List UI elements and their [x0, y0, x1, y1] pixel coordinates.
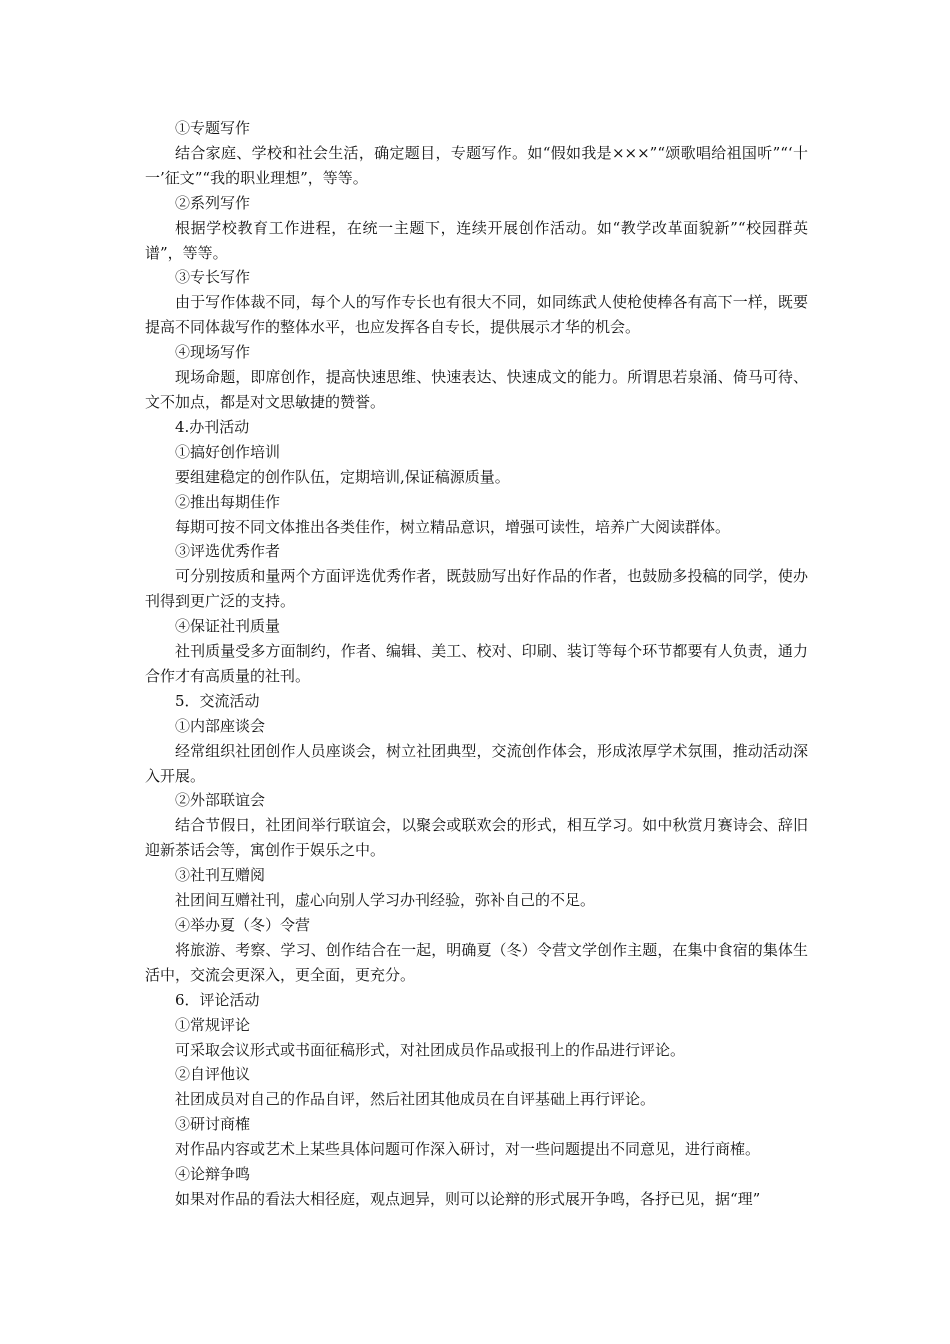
body-paragraph: 社团成员对自己的作品自评，然后社团其他成员在自评基础上再行评论。: [175, 1090, 656, 1109]
section-heading: 5．交流活动: [175, 691, 260, 710]
section-heading: ①常规评论: [175, 1015, 251, 1034]
body-paragraph: 如果对作品的看法大相径庭，观点迥异，则可以论辩的形式展开争鸣，各抒已见，据“理”: [175, 1189, 761, 1208]
section-heading: ①内部座谈会: [175, 716, 266, 735]
body-paragraph: 可分别按质和量两个方面评选优秀作者，既鼓励写出好作品的作者，也鼓励多投稿的同学，使办刊得到更广泛的支持。: [145, 567, 808, 611]
body-paragraph: 现场命题，即席创作，提高快速思维、快速表达、快速成文的能力。所谓思若泉涌、倚马可待、文不加点，都是对文思敏捷的赞誉。: [145, 368, 808, 411]
body-paragraph: 对作品内容或艺术上某些具体问题可作深入研讨，对一些问题提出不同意见，进行商榷。: [175, 1140, 761, 1159]
section-heading: 4.办刊活动: [175, 417, 250, 436]
body-paragraph: 每期可按不同文体推出各类佳作，树立精品意识，增强可读性，培养广大阅读群体。: [175, 517, 731, 536]
section-heading: ④论辩争鸣: [175, 1165, 251, 1184]
section-heading: ④现场写作: [175, 343, 251, 362]
body-paragraph: 社团间互赠社刊，虚心向别人学习办刊经验，弥补自己的不足。: [175, 891, 596, 910]
body-paragraph: 经常组织社团创作人员座谈会，树立社团典型，交流创作体会，形成浓厚学术氛围，推动活动深入开展。: [145, 741, 808, 785]
section-heading: ①搞好创作培训: [175, 442, 281, 461]
body-paragraph: 结合家庭、学校和社会生活，确定题目，专题写作。如“假如我是×××”“颂歌唱给祖国听”“‘十一’征文”“我的职业理想”，等等。: [145, 143, 808, 187]
section-heading: ②外部联谊会: [175, 791, 266, 810]
body-paragraph: 要组建稳定的创作队伍，定期培训,保证稿源质量。: [175, 467, 510, 486]
section-heading: 6．评论活动: [175, 990, 260, 1009]
section-heading: ③专长写作: [175, 268, 251, 287]
body-paragraph: 可采取会议形式或书面征稿形式，对社团成员作品或报刊上的作品进行评论。: [175, 1040, 686, 1059]
section-heading: ④举办夏（冬）令营: [175, 916, 311, 934]
section-heading: ①专题写作: [175, 119, 251, 137]
body-paragraph: 由于写作体裁不同，每个人的写作专长也有很大不同，如同练武人使枪使棒各有高下一样，既要提高不同体裁写作的整体水平，也应发挥各自专长，提供展示才华的机会。: [145, 293, 808, 337]
body-paragraph: 结合节假日，社团间举行联谊会，以聚会或联欢会的形式，相互学习。如中秋赏月赛诗会、辞旧迎新茶话会等，寓创作于娱乐之中。: [145, 816, 808, 860]
section-heading: ④保证社刊质量: [175, 617, 281, 636]
body-paragraph: 将旅游、考察、学习、创作结合在一起，明确夏（冬）令营文学创作主题，在集中食宿的集体生活中，交流会更深入，更全面，更充分。: [145, 940, 808, 984]
body-paragraph: 社刊质量受多方面制约，作者、编辑、美工、校对、印刷、装订等每个环节都要有人负责，通力合作才有高质量的社刊。: [145, 642, 808, 685]
section-heading: ②自评他议: [175, 1065, 251, 1084]
section-heading: ③研讨商榷: [175, 1115, 251, 1134]
section-heading: ③评选优秀作者: [175, 542, 281, 561]
section-heading: ②系列写作: [175, 193, 251, 212]
body-paragraph: 根据学校教育工作进程，在统一主题下，连续开展创作活动。如“教学改革面貌新”“校园群英谱”，等等。: [145, 218, 808, 262]
section-heading: ③社刊互赠阅: [175, 866, 266, 885]
section-heading: ②推出每期佳作: [175, 492, 281, 511]
document-body: [145, 116, 808, 1212]
